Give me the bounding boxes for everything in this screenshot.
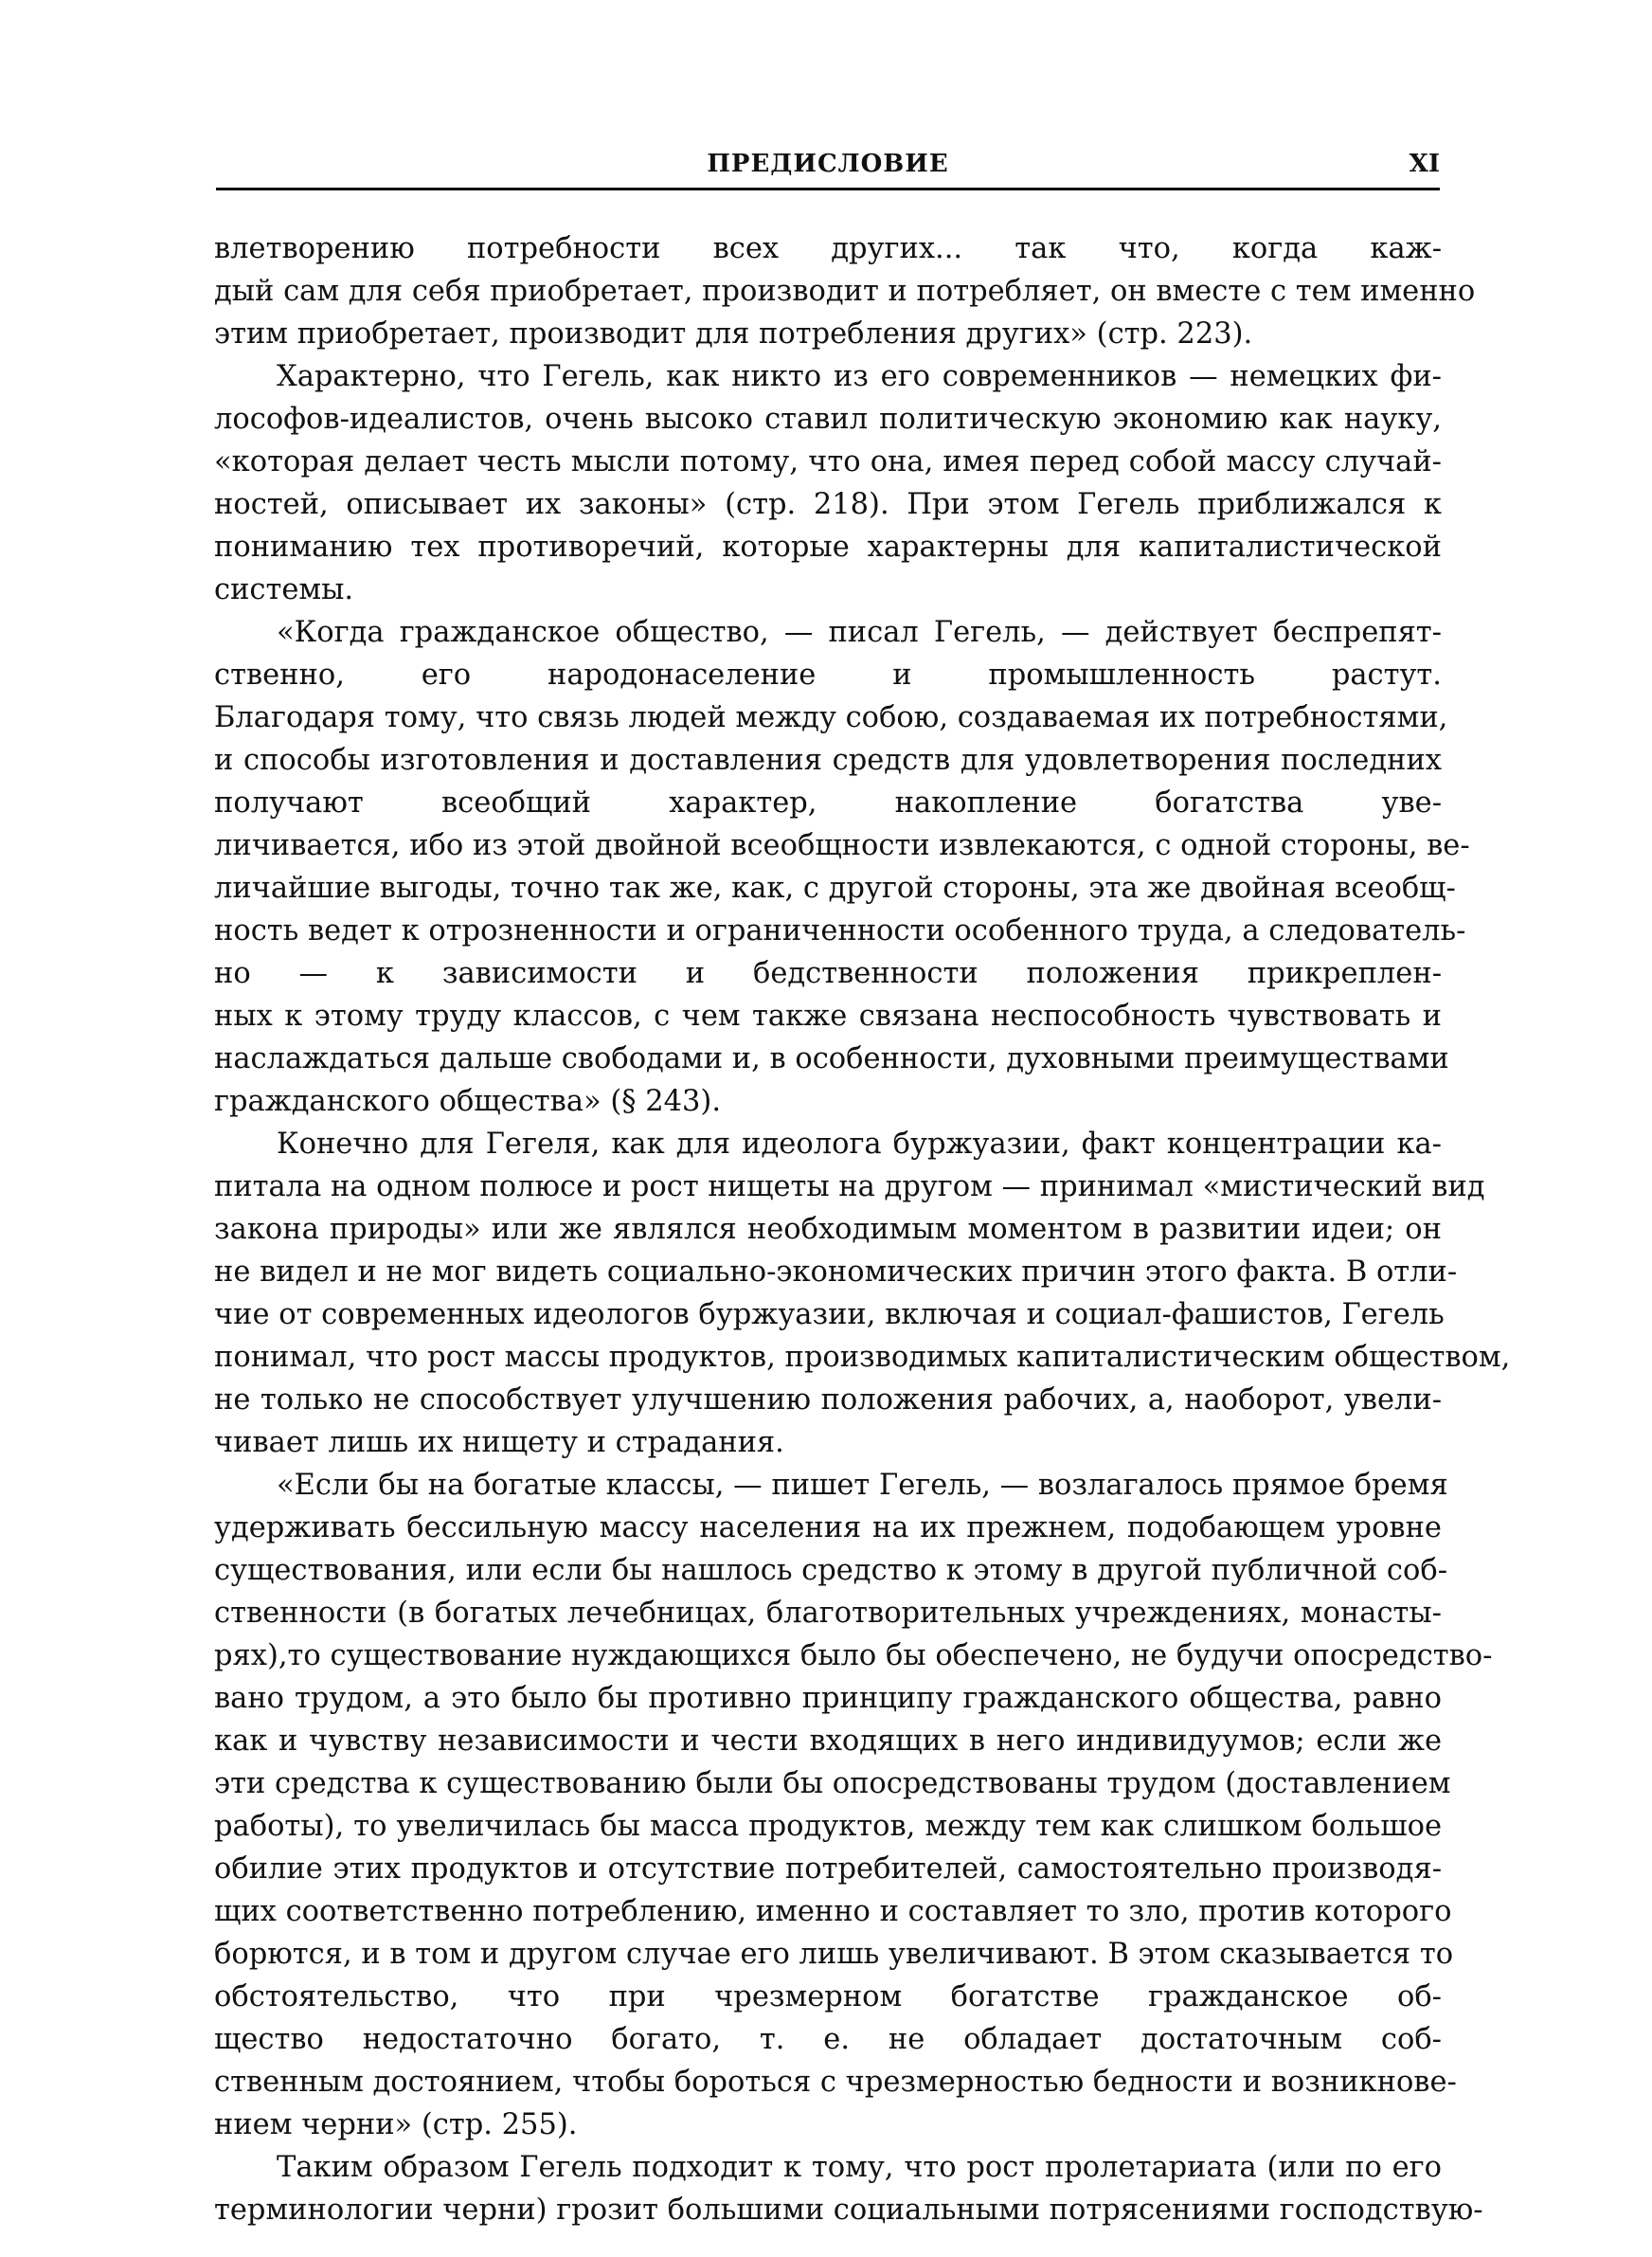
- text-line: борются, и в том и другом случае его лишь увеличивают. В этом сказывается то: [214, 1938, 1454, 1971]
- text-line: Благодаря тому, что связь людей между собою, создаваемая их потребностями,: [214, 701, 1448, 734]
- body-text: [214, 227, 1511, 2231]
- text-line: «Когда гражданское общество, — писал Гегель, — действует беспрепят-: [277, 616, 1442, 649]
- text-line: дый сам для себя приобретает, производит и потребляет, он вместе с тем именно: [214, 275, 1476, 308]
- text-line: обстоятельство, что при чрезмерном богатстве гражданское об-: [214, 1980, 1442, 2013]
- text-line: удерживать бессильную массу населения на их прежнем, подобающем уровне: [214, 1511, 1442, 1544]
- text-line: закона природы» или же являлся необходимым моментом в развитии идеи; он: [214, 1213, 1442, 1246]
- text-line: «которая делает честь мысли потому, что она, имея перед собой массу случай-: [214, 445, 1442, 478]
- text-line: но — к зависимости и бедственности положения прикреплен-: [214, 957, 1442, 990]
- text-line: получают всеобщий характер, накопление богатства уве-: [214, 786, 1442, 820]
- text-line: наслаждаться дальше свободами и, в особенности, духовными преимуществами: [214, 1042, 1449, 1075]
- text-line: ственным достоянием, чтобы бороться с чрезмерностью бедности и возникнове-: [214, 2066, 1457, 2099]
- text-line: влетворению потребности всех других... так что, когда каж-: [214, 232, 1442, 265]
- text-line: не только не способствует улучшению положения рабочих, а, наоборот, увели-: [214, 1383, 1442, 1417]
- text-line: ственности (в богатых лечебницах, благотворительных учреждениях, монасты-: [214, 1597, 1442, 1630]
- text-line: не видел и не мог видеть социально-экономических причин этого факта. В отли-: [214, 1255, 1458, 1289]
- text-line: ственно, его народонаселение и промышленность растут.: [214, 659, 1442, 692]
- text-line: лософов-идеалистов, очень высоко ставил политическую экономию как науку,: [214, 403, 1442, 436]
- text-line: терминологии черни) грозит большими социальными потрясениями господствую-: [214, 2194, 1483, 2227]
- text-line: и способы изготовления и доставления средств для удовлетворения последних: [214, 744, 1442, 777]
- text-line: Характерно, что Гегель, как никто из его современников — немецких фи-: [277, 360, 1442, 393]
- text-line: гражданского общества» (§ 243).: [214, 1085, 722, 1118]
- text-line: нием черни» (стр. 255).: [214, 2108, 578, 2141]
- text-line: чие от современных идеологов буржуазии, включая и социал-фашистов, Гегель: [214, 1298, 1445, 1331]
- text-line: как и чувству независимости и чести входящих в него индивидуумов; если же: [214, 1724, 1442, 1758]
- text-line: работы), то увеличилась бы масса продуктов, между тем как слишком большое: [214, 1810, 1442, 1843]
- text-line: ностей, описывает их законы» (стр. 218). При этом Гегель приближался к: [214, 488, 1442, 521]
- text-line: щество недостаточно богато, т. е. не обладает достаточным соб-: [214, 2023, 1442, 2056]
- text-line: ных к этому труду классов, с чем также связана неспособность чувствовать и: [214, 1000, 1442, 1033]
- text-line: ность ведет к отрозненности и ограниченности особенного труда, а следователь-: [214, 914, 1466, 948]
- text-line: личивается, ибо из этой двойной всеобщности извлекаются, с одной стороны, ве-: [214, 829, 1470, 862]
- text-line: обилие этих продуктов и отсутствие потребителей, самостоятельно производя-: [214, 1852, 1442, 1886]
- text-line: пониманию тех противоречий, которые характерны для капиталистической: [214, 531, 1442, 564]
- running-head: ПРЕДИСЛОВИЕ: [707, 150, 949, 178]
- text-line: понимал, что рост массы продуктов, производимых капиталистическим обществом,: [214, 1341, 1511, 1374]
- text-line: Таким образом Гегель подходит к тому, что рост пролетариата (или по его: [277, 2151, 1442, 2184]
- page-number: XI: [1409, 150, 1440, 178]
- text-line: эти средства к существованию были бы опосредствованы трудом (доставлением: [214, 1767, 1451, 1800]
- text-line: питала на одном полюсе и рост нищеты на другом — принимал «мистический вид: [214, 1170, 1485, 1203]
- text-line: чивает лишь их нищету и страдания.: [214, 1426, 784, 1459]
- text-line: Конечно для Гегеля, как для идеолога буржуазии, факт концентрации ка-: [277, 1128, 1442, 1161]
- text-line: вано трудом, а это было бы противно принципу гражданского общества, равно: [214, 1682, 1442, 1715]
- text-line: «Если бы на богатые классы, — пишет Гегель, — возлагалось прямое бремя: [277, 1469, 1448, 1502]
- text-line: системы.: [214, 573, 354, 606]
- text-line: щих соответственно потреблению, именно и составляет то зло, против которого: [214, 1895, 1452, 1928]
- text-line: этим приобретает, производит для потребления других» (стр. 223).: [214, 317, 1253, 351]
- text-line: личайшие выгоды, точно так же, как, с другой стороны, эта же двойная всеобщ-: [214, 872, 1456, 905]
- text-line: рях),то существование нуждающихся было бы обеспечено, не будучи опосредство-: [214, 1639, 1493, 1672]
- page-header: [216, 150, 1440, 190]
- text-line: существования, или если бы нашлось средство к этому в другой публичной соб-: [214, 1554, 1448, 1587]
